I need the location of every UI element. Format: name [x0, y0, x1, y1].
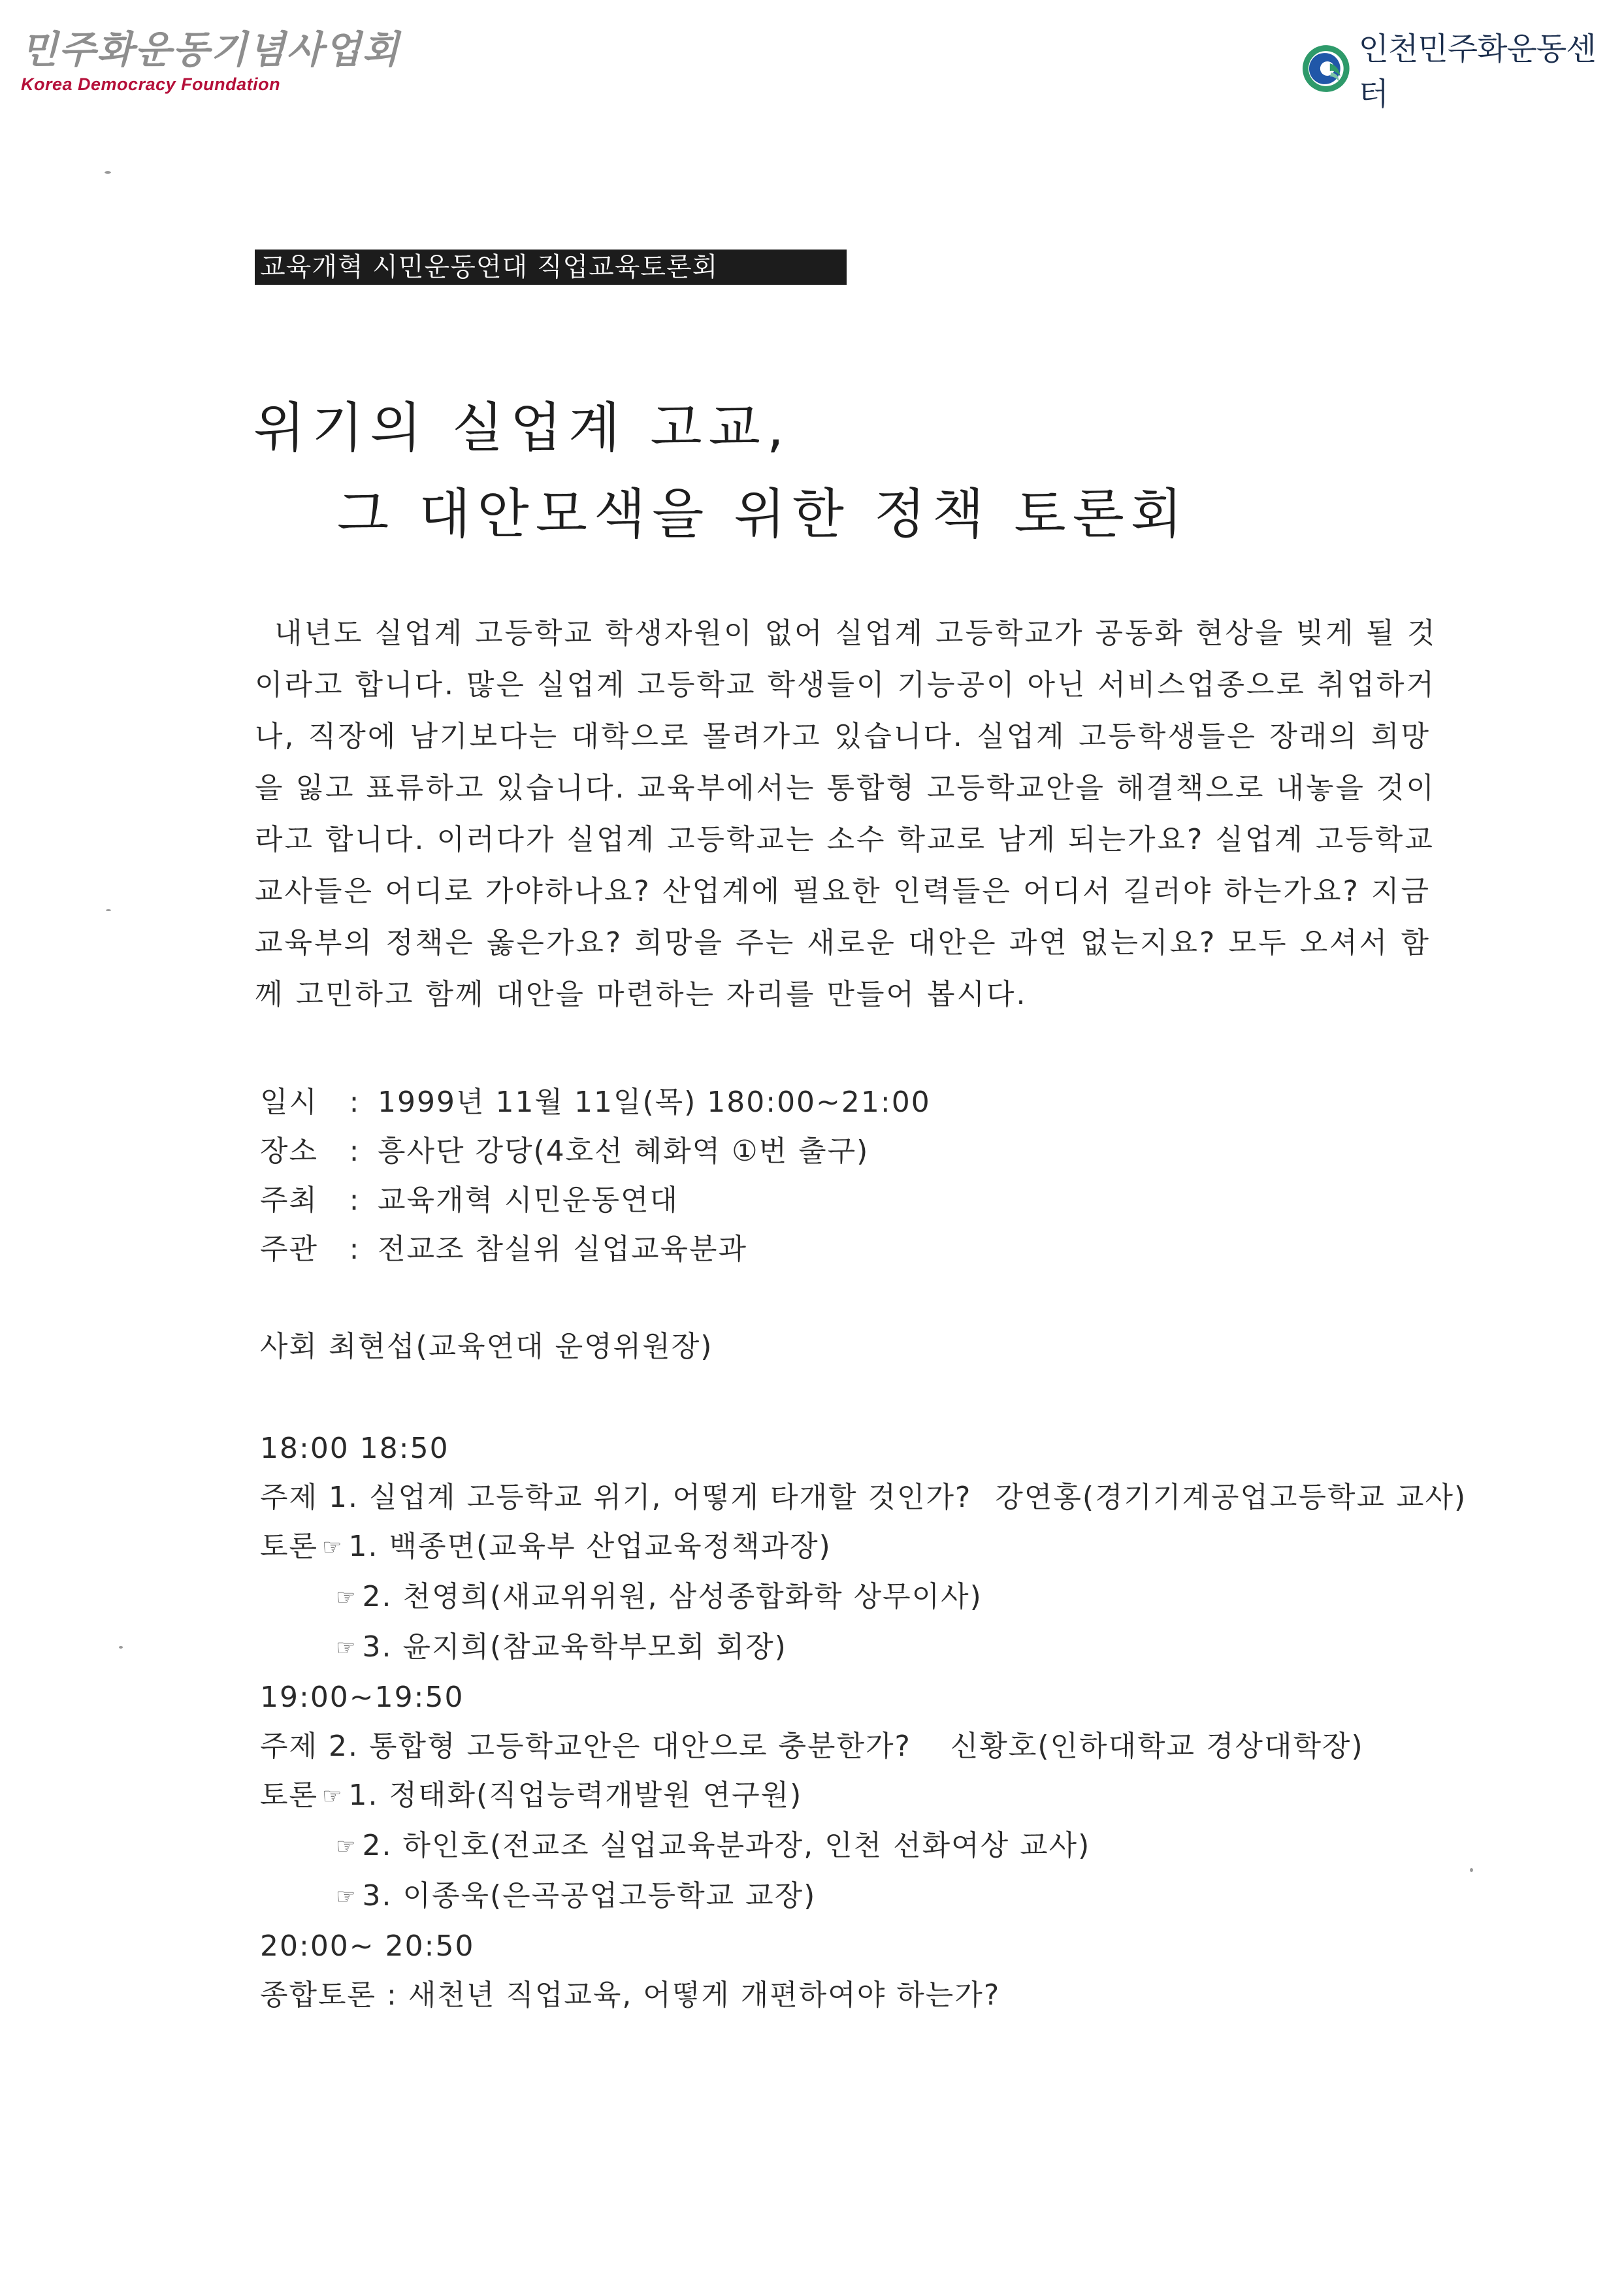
topic-presenter: 신황호(인하대학교 경상대학장) — [950, 1730, 1364, 1763]
discussion-label: 토론 — [260, 1530, 319, 1563]
topic-title: 주제 2. 통합형 고등학교안은 대안으로 충분한가? — [260, 1730, 911, 1763]
panelist-row — [260, 1771, 1467, 1821]
info-row-venue — [260, 1127, 931, 1176]
scan-speck — [1470, 1868, 1473, 1872]
intro-line: 이라고 합니다. 많은 실업계 고등학교 학생들이 기능공이 아닌 서비스업종으로 취업하거 — [255, 668, 1437, 702]
info-separator: : — [349, 1184, 361, 1217]
panelist: 1. 백종면(교육부 산업교육정책과장) — [348, 1530, 832, 1563]
intro-line: 께 고민하고 함께 대안을 마련하는 자리를 만들어 봅시다. — [255, 978, 1028, 1011]
panelist-row — [260, 1572, 1467, 1622]
scan-speck — [119, 1646, 123, 1649]
panelist-row — [260, 1522, 1467, 1572]
info-label: 일시 — [260, 1086, 319, 1119]
panelist: 3. 이종욱(은곡공업고등학교 교장) — [362, 1879, 817, 1912]
info-label: 주최 — [260, 1184, 319, 1217]
pointing-hand-icon: ☞ — [322, 1534, 344, 1560]
panelist: 2. 하인호(전교조 실업교육분과장, 인천 선화여상 교사) — [362, 1829, 1091, 1862]
topic-presenter: 강연홍(경기기계공업고등학교 교사) — [995, 1481, 1467, 1514]
center-name: 인천민주화운동센터 — [1358, 31, 1596, 112]
pointing-hand-icon: ☞ — [336, 1585, 357, 1611]
pointing-hand-icon: ☞ — [322, 1783, 344, 1809]
title-line-1: 위기의 실업계 고교, — [253, 397, 790, 459]
pointing-hand-icon: ☞ — [336, 1635, 357, 1661]
foundation-english-name: Korea Democracy Foundation — [21, 74, 281, 94]
intro-line: 나, 직장에 남기보다는 대학으로 몰려가고 있습니다. 실업계 고등학생들은 장래의 희망 — [255, 720, 1431, 753]
info-label: 주관 — [260, 1233, 319, 1266]
event-series-banner: 교육개혁 시민운동연대 직업교육토론회 — [255, 250, 847, 285]
session-time: 18:00 18:50 — [260, 1432, 449, 1465]
info-label: 장소 — [260, 1135, 319, 1168]
scan-speck — [105, 171, 111, 174]
intro-line: 라고 합니다. 이러다가 실업계 고등학교는 소수 학교로 남게 되는가요? 실업계 고등학교 — [255, 823, 1435, 856]
topic-title: 주제 1. 실업계 고등학교 위기, 어떻게 타개할 것인가? — [260, 1481, 972, 1514]
panelist: 1. 정태화(직업능력개발원 연구원) — [348, 1779, 803, 1812]
panelist-row — [260, 1821, 1467, 1871]
info-value: 교육개혁 시민운동연대 — [378, 1184, 679, 1217]
info-value: 1999년 11월 11일(목) 180:00~21:00 — [378, 1086, 931, 1119]
korea-democracy-foundation-logo — [21, 29, 400, 95]
intro-line: 을 잃고 표류하고 있습니다. 교육부에서는 통합형 고등학교안을 해결책으로 내놓을 것이 — [255, 771, 1437, 805]
info-value: 전교조 참실위 실업교육분과 — [378, 1233, 748, 1266]
info-separator: : — [349, 1233, 361, 1266]
session-topic: 종합토론 : 새천년 직업교육, 어떻게 개편하여야 하는가? — [260, 1978, 1001, 2012]
incheon-emblem-icon — [1301, 44, 1351, 93]
event-info — [260, 1078, 931, 1274]
info-row-host — [260, 1176, 931, 1225]
info-row-date — [260, 1078, 931, 1127]
session-time: 20:00~ 20:50 — [260, 1929, 475, 1963]
intro-line: 교육부의 정책은 옳은가요? 희망을 주는 새로운 대안은 과연 없는지요? 모두 오셔서 함 — [255, 926, 1431, 960]
intro-line: 교사들은 어디로 가야하나요? 산업계에 필요한 인력들은 어디서 길러야 하는가요? 지금 — [255, 875, 1431, 908]
pointing-hand-icon: ☞ — [336, 1884, 357, 1910]
panelist-row — [260, 1871, 1467, 1922]
intro-paragraph — [255, 607, 1437, 1020]
program-schedule — [260, 1424, 1467, 2020]
info-value: 흥사단 강당(4호선 혜화역 ①번 출구) — [378, 1135, 869, 1168]
foundation-korean-name: 민주화운동기념사업회 — [21, 27, 400, 72]
session-topic — [260, 1473, 1467, 1522]
session-time: 19:00~19:50 — [260, 1681, 464, 1714]
session-topic — [260, 1722, 1467, 1771]
title-line-2: 그 대안모색을 위한 정책 토론회 — [337, 483, 1190, 545]
moderator: 사회 최현섭(교육연대 운영위원장) — [260, 1330, 713, 1363]
panelist: 2. 천영희(새교위위원, 삼성종합화학 상무이사) — [362, 1580, 983, 1613]
intro-line: 내년도 실업계 고등학교 학생자원이 없어 실업계 고등학교가 공동화 현상을 빚게 될 것 — [274, 617, 1437, 650]
pointing-hand-icon: ☞ — [336, 1833, 357, 1860]
discussion-label: 토론 — [260, 1779, 319, 1812]
info-separator: : — [349, 1086, 361, 1119]
panelist: 3. 윤지희(참교육학부모회 회장) — [362, 1630, 787, 1664]
scan-speck — [106, 909, 111, 911]
incheon-democracy-center-logo — [1301, 24, 1624, 114]
info-row-organizer — [260, 1225, 931, 1274]
info-separator: : — [349, 1135, 361, 1168]
panelist-row — [260, 1622, 1467, 1673]
